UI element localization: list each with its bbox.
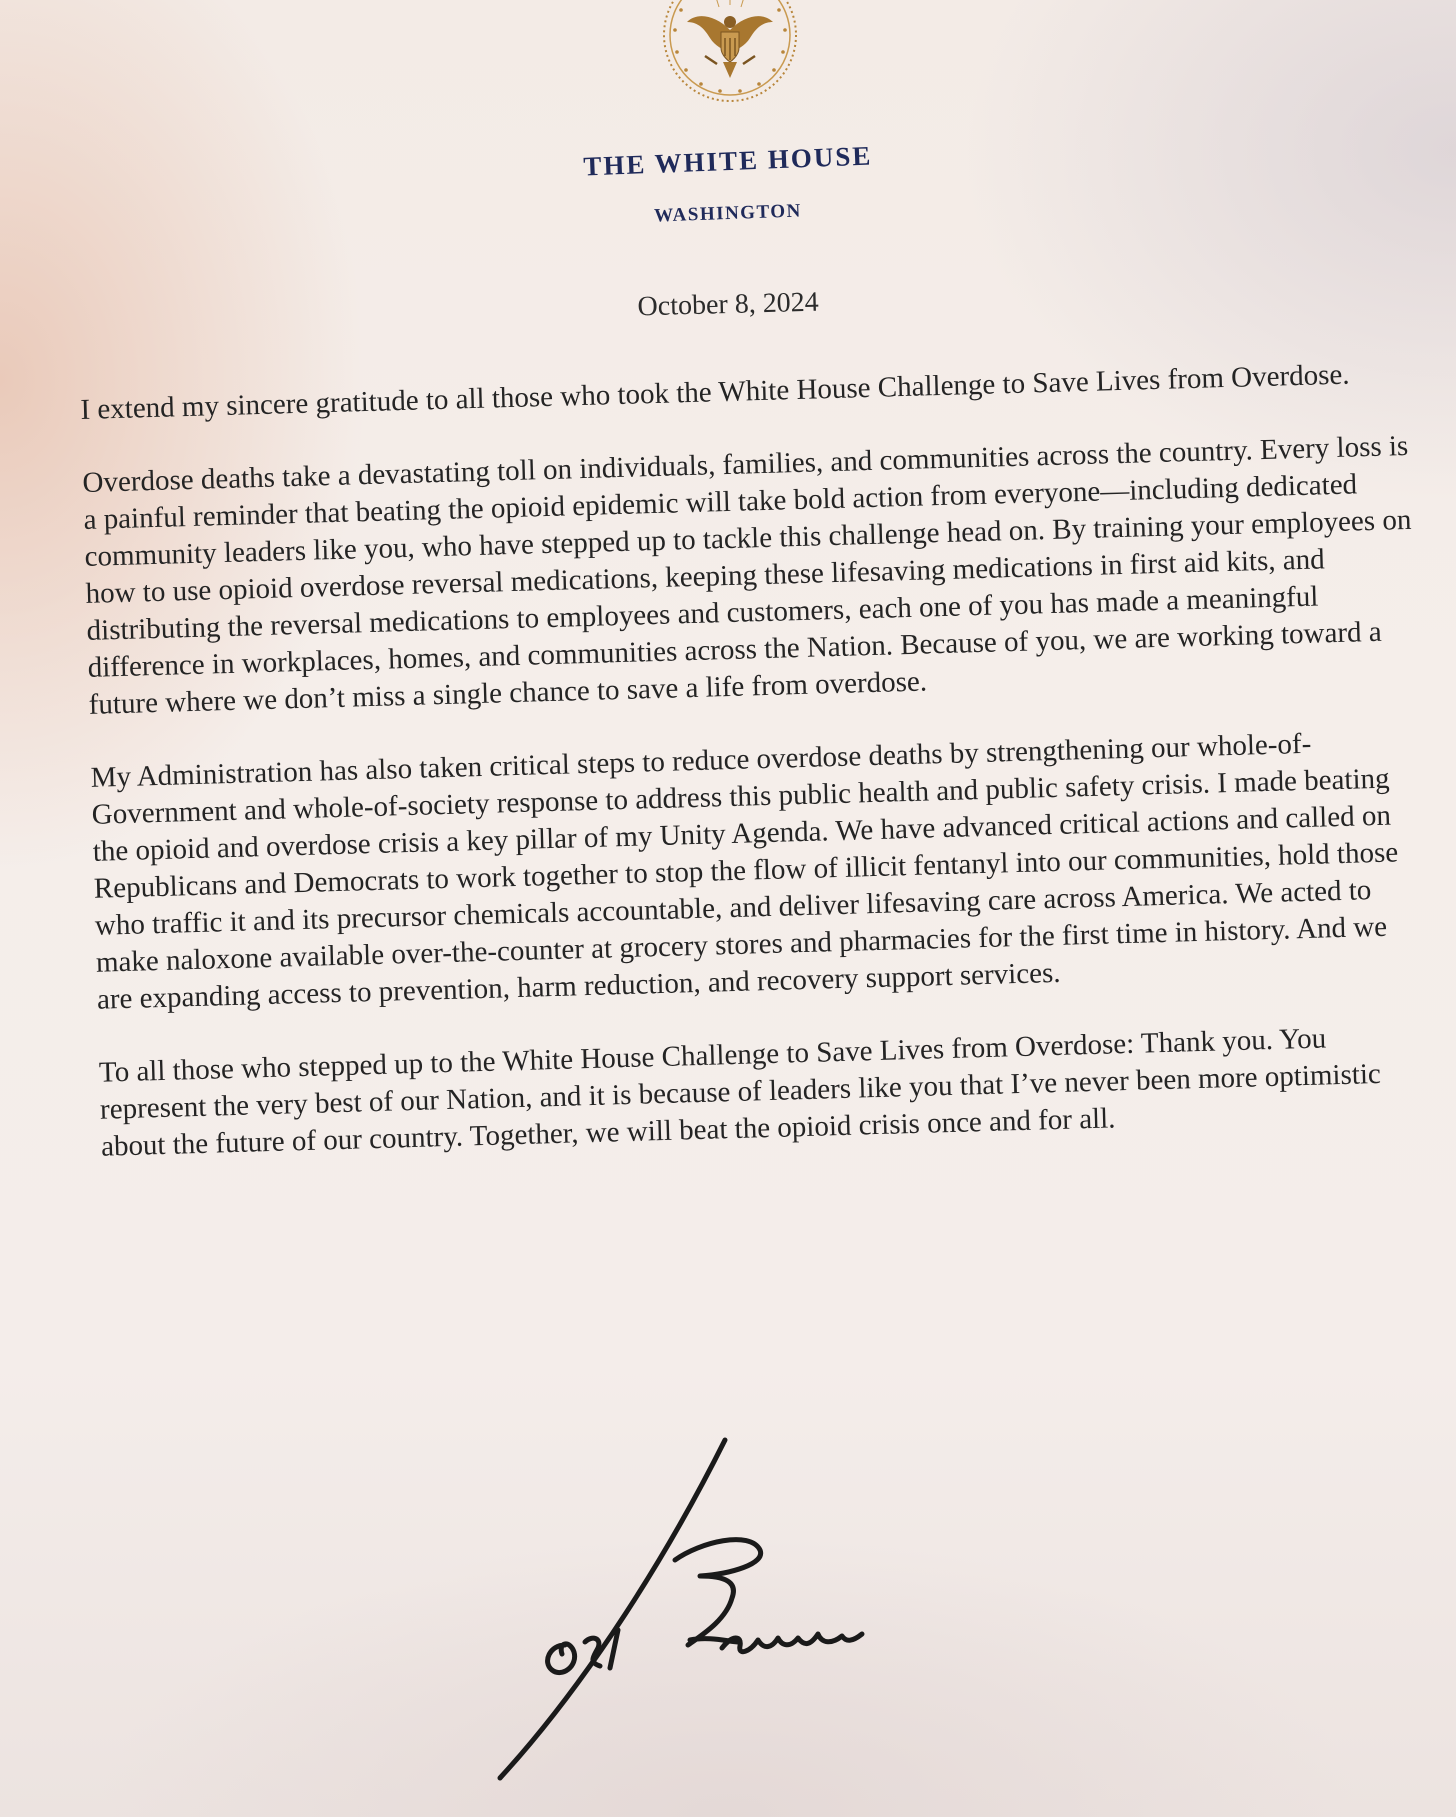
letterhead-title: THE WHITE HOUSE [582,140,873,182]
letter-date: October 8, 2024 [637,286,820,323]
letterhead-city: WASHINGTON [653,200,803,227]
letter-body [80,355,1432,1202]
presidential-seal-icon [655,0,805,110]
handwritten-signature [470,1430,950,1790]
paragraph-4: To all those who stepped up to the White House Challenge to Save Lives from Overdose: Thank you. You represent the very best of our Nation, and it is because of leaders like you that I’ve never been more optimistic about the future of our country. Together, we will beat the opioid crisis once and for all. [98,1022,1382,1163]
paragraph-3: My Administration has also taken critical steps to reduce overdose deaths by strengthening our whole-of-Government and whole-of-society response to address this public health and public safety crisis. I made beating the opioid and overdose crisis a key pillar of my Unity Agenda. We have advanced critical actions and called on Republicans and Democrats to work together to stop the flow of illicit fentanyl into our communities, hold those who traffic it and its precursor chemicals accountable, and deliver lifesaving care across America. We acted to make naloxone available over-the-counter at grocery stores and pharmacies for the first time in history. And we are expanding access to prevention, harm reduction, and recovery support services. [90,727,1399,1016]
paragraph-2: Overdose deaths take a devastating toll on individuals, families, and communities across the country. Every loss is a painful reminder that beating the opioid epidemic will take bold action from everyone—including dedicated community leaders like you, who have stepped up to tackle this challenge head on. By training your employees on how to use opioid overdose reversal medications, keeping these lifesaving medications in first aid kits, and distributing the reversal medications to employees and customers, each one of you has made a meaningful difference in workplaces, homes, and communities across the Nation. Because of you, we are working toward a future where we don’t miss a single chance to save a life from overdose. [82,429,1412,721]
paragraph-1: I extend my sincere gratitude to all those who took the White House Challenge to Save Lives from Overdose. [80,358,1350,426]
